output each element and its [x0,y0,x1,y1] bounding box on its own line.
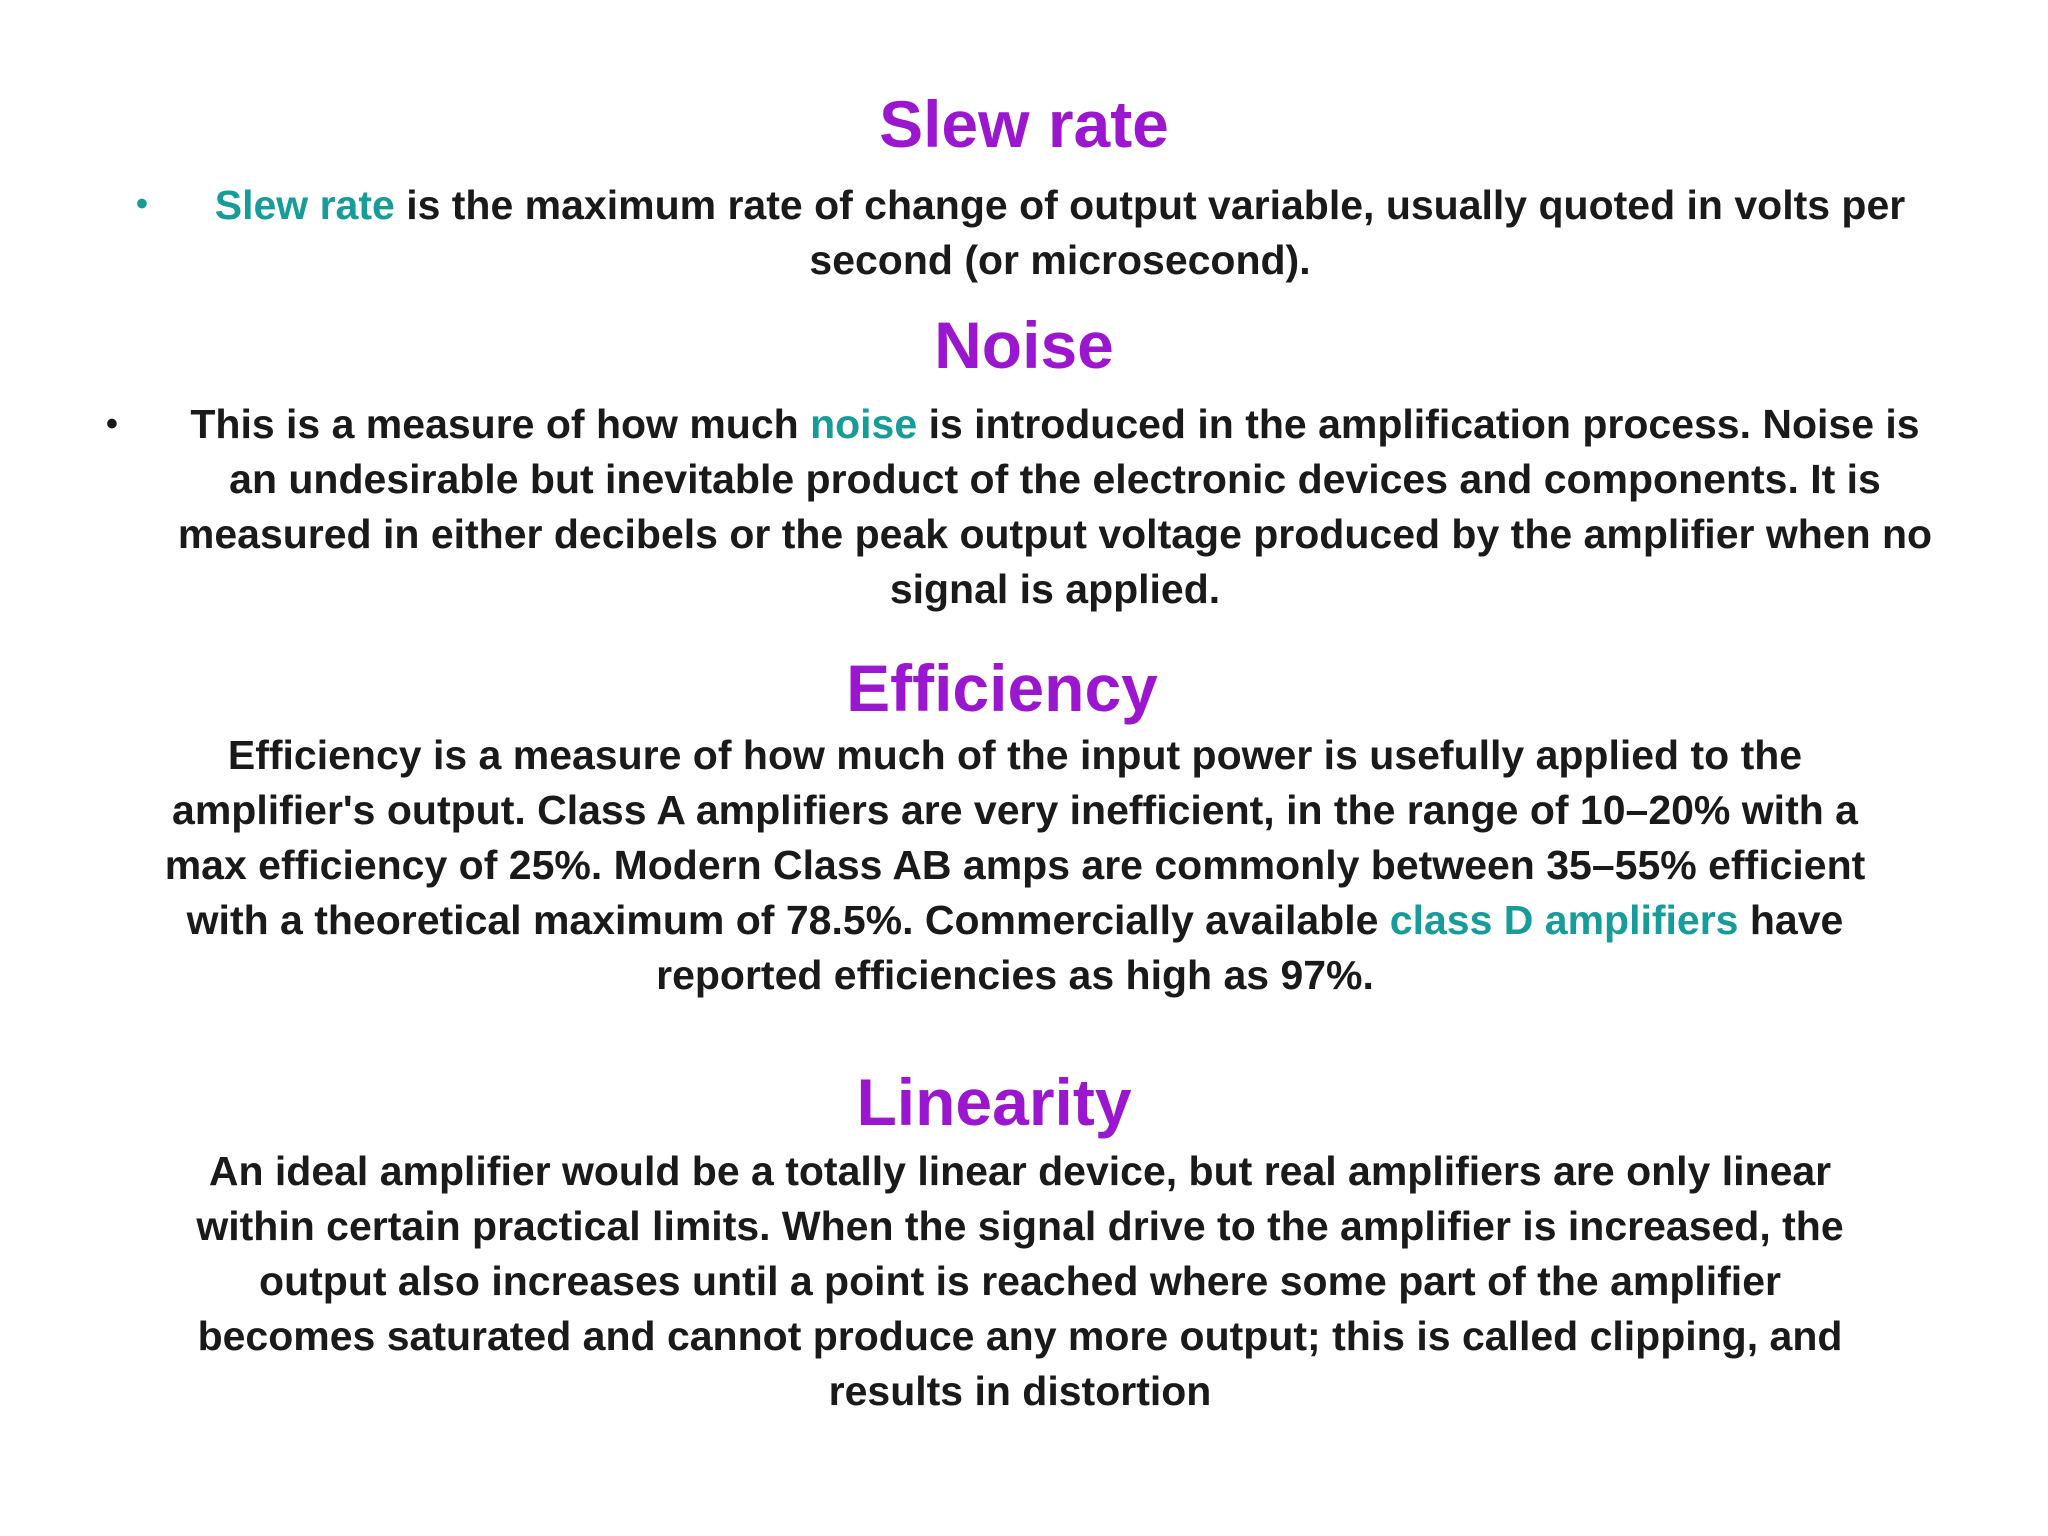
term-noise[interactable]: noise [810,401,918,447]
paragraph-linearity: An ideal amplifier would be a totally linear device, but real amplifiers are only linear within certain practical limits. When the signal drive to the amplifier is increased, the output also increases until a point is reached where some part of the amplifier becomes saturated and cannot produce any more output; this is called clipping, and results in distortion [196,1148,1844,1414]
term-class-d-amplifiers[interactable]: class D amplifiers [1389,897,1739,943]
heading-linearity: Linearity [856,1065,1132,1139]
heading-slew-rate: Slew rate [879,87,1169,161]
noise-text-after: is introduced in the amplification process. Noise is an undesirable but inevitable product of the electronic devices and components. It is measured in either decibels or the peak output voltage produced by the amplifier when no signal is applied. [177,401,1933,612]
efficiency-text-before: Efficiency is a measure of how much of the input power is usefully applied to the amplifier's output. Class A amplifiers are very inefficient, in the range of 10–20% with a max efficiency of 25%. Modern Class AB amps are commonly between 35–55% efficient with a theoretical maximum of 78.5%. Commercially available [164,732,1866,943]
heading-noise: Noise [934,308,1114,382]
heading-efficiency: Efficiency [846,651,1158,725]
efficiency-text-after: have reported efficiencies as high as 97%. [656,897,1844,998]
bullet-slew-rate: • [136,185,148,223]
slew-rate-text: is the maximum rate of change of output variable, usually quoted in volts per second (or microsecond). [394,182,1906,283]
bullet-noise: • [106,405,118,443]
noise-text-before: This is a measure of how much [190,401,811,447]
paragraph-efficiency [145,728,1885,1003]
paragraph-slew-rate [200,178,1920,288]
paragraph-noise [170,397,1940,617]
term-slew-rate[interactable]: Slew rate [214,182,395,228]
